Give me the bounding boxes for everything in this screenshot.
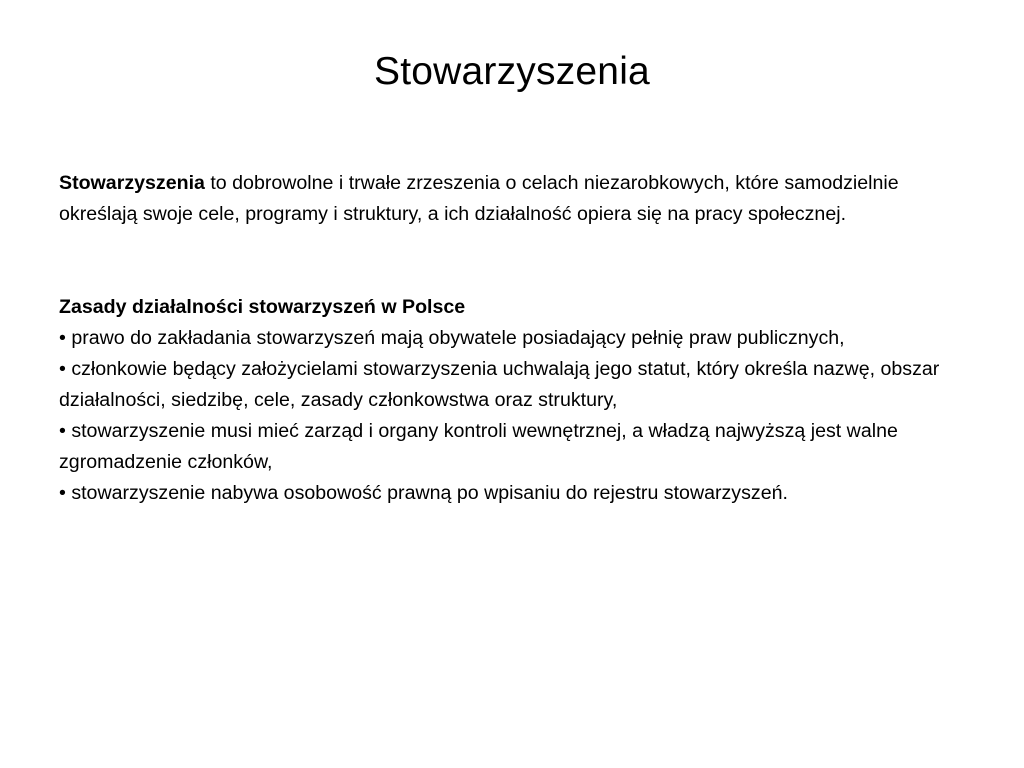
slide-body [59, 168, 964, 509]
bullet-icon: • [59, 358, 66, 380]
definition-text: to dobrowolne i trwałe zrzeszenia o celach niezarobkowych, które samodzielnie określają swoje cele, programy i struktury, a ich działalność opiera się na pracy społecznej. [59, 172, 899, 225]
bullet-icon: • [59, 420, 66, 442]
slide-title: Stowarzyszenia [374, 50, 650, 93]
principles-heading: Zasady działalności stowarzyszeń w Polsce [59, 296, 466, 318]
bullet-text: stowarzyszenie musi mieć zarząd i organy kontroli wewnętrznej, a władzą najwyższą jest walne zgromadzenie członków, [59, 420, 898, 473]
bullet-text: prawo do zakładania stowarzyszeń mają obywatele posiadający pełnię praw publicznych, [65, 327, 845, 349]
bullet-icon: • [59, 327, 66, 349]
bullet-item [59, 323, 964, 354]
bullet-text: członkowie będący założycielami stowarzyszenia uchwalają jego statut, który określa nazwę, obszar działalności, siedzibę, cele, zasady członkowstwa oraz struktury, [59, 358, 940, 411]
bullet-item [59, 478, 964, 509]
definition-term: Stowarzyszenia [59, 172, 205, 194]
bullet-icon: • [59, 482, 66, 504]
definition-paragraph [59, 168, 964, 230]
bullet-text: stowarzyszenie nabywa osobowość prawną po wpisaniu do rejestru stowarzyszeń. [65, 482, 788, 504]
spacer [59, 230, 964, 292]
bullet-item [59, 354, 964, 416]
bullet-item [59, 416, 964, 478]
